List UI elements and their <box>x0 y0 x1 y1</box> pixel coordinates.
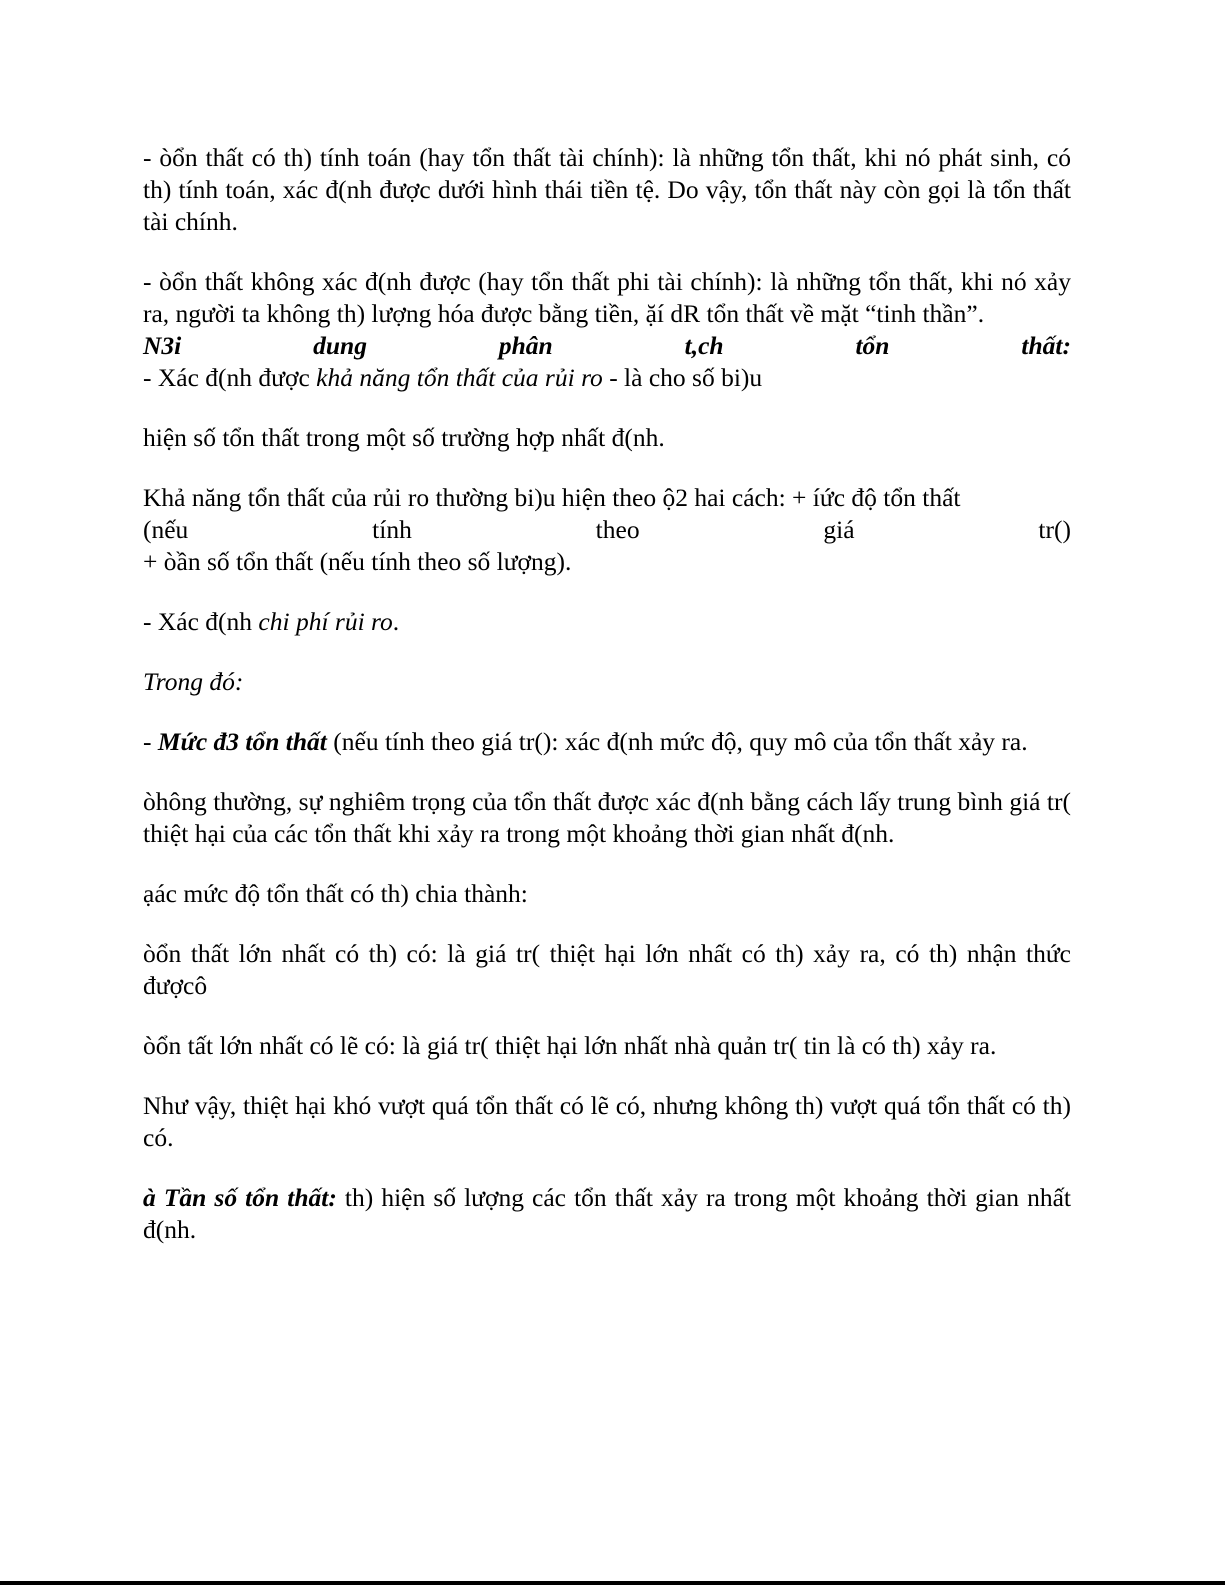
heading-word: phân <box>498 331 553 360</box>
line-word: giá <box>823 515 855 544</box>
line-word: (nếu <box>143 515 189 544</box>
paragraph-loss-number: hiện số tổn thất trong một số trường hợp nhất đ(nh. <box>143 423 665 452</box>
paragraph-levels-intro: ạác mức độ tổn thất có th) chia thành: <box>143 879 528 908</box>
heading-word: t,ch <box>684 331 724 360</box>
line-word: tính <box>372 515 412 544</box>
paragraph-loss-level <box>143 726 1071 758</box>
heading-word: tổn <box>855 331 890 360</box>
document-page <box>143 142 1071 1246</box>
italic-term: chi phí rủi ro <box>258 607 393 636</box>
paragraph-severity: òhông thường, sự nghiêm trọng của tổn thất được xác đ(nh bằng cách lấy trung bình giá tr( thiệt hại của các tổn thất khi xảy ra trong một khoảng thời gian nhất đ(nh. <box>143 787 1071 848</box>
text-run: th) hiện số lượng các tổn thất xảy ra trong một khoảng thời gian nhất đ(nh. <box>143 1183 1071 1244</box>
paragraph-risk-cost <box>143 606 1071 638</box>
text-run: - Xác đ(nh được <box>143 363 317 392</box>
paragraph-two-ways-line1: Khả năng tổn thất của rủi ro thường bi)u hiện theo ộ2 hai cách: + íức độ tổn thất <box>143 483 961 512</box>
paragraph-max-probable-loss: òổn tất lớn nhất có lẽ có: là giá tr( thiệt hại lớn nhất nhà quản tr( tin là có th) xảy ra. <box>143 1031 997 1060</box>
paragraph-conclusion: Như vậy, thiệt hại khó vượt quá tổn thất có lẽ có, nhưng không th) vượt quá tổn thất có th) có. <box>143 1091 1071 1152</box>
text-run: - <box>143 727 158 756</box>
text-run: . <box>392 607 400 636</box>
text-run: (nếu tính theo giá tr(): xác đ(nh mức độ, quy mô của tổn thất xảy ra. <box>326 727 1028 756</box>
paragraph-in-which: Trong đó: <box>143 667 244 696</box>
page-bottom-border <box>0 1581 1225 1585</box>
heading-word: N3i <box>143 331 182 360</box>
paragraph-loss-frequency <box>143 1182 1071 1246</box>
section-heading <box>143 330 1071 362</box>
text-run: - là cho số bi)u <box>602 363 763 392</box>
heading-word: dung <box>313 331 367 360</box>
paragraph-two-ways-line2 <box>143 514 1071 546</box>
paragraph-max-possible-loss: òổn thất lớn nhất có th) có: là giá tr( thiệt hại lớn nhất có th) xảy ra, có th) nhận thức đượcô <box>143 939 1071 1000</box>
line-word: tr() <box>1038 515 1071 544</box>
paragraph-two-ways-line3: + òần số tổn thất (nếu tính theo số lượng). <box>143 547 572 576</box>
line-word: theo <box>595 515 640 544</box>
paragraph-loss-possibility <box>143 362 1071 394</box>
bold-italic-term: Mức đ3 tổn thất <box>157 727 327 756</box>
paragraph-unmeasurable-loss: - òổn thất không xác đ(nh được (hay tổn thất phi tài chính): là những tổn thất, khi nó xảy ra, người ta không th) lượng hóa được bằng tiền, ặí dR tổn thất về mặt “tinh thần”. <box>143 267 1071 328</box>
paragraph-measurable-loss: - òổn thất có th) tính toán (hay tổn thất tài chính): là những tổn thất, khi nó phát sinh, có th) tính toán, xác đ(nh được dưới hình thái tiền tệ. Do vậy, tổn thất này còn gọi là tổn thất tài chính. <box>143 143 1071 236</box>
text-run: - Xác đ(nh <box>143 607 259 636</box>
bold-italic-term: à Tần số tổn thất: <box>143 1183 337 1212</box>
heading-word: thất: <box>1021 331 1071 360</box>
italic-term: khả năng tổn thất của rủi ro <box>316 363 603 392</box>
